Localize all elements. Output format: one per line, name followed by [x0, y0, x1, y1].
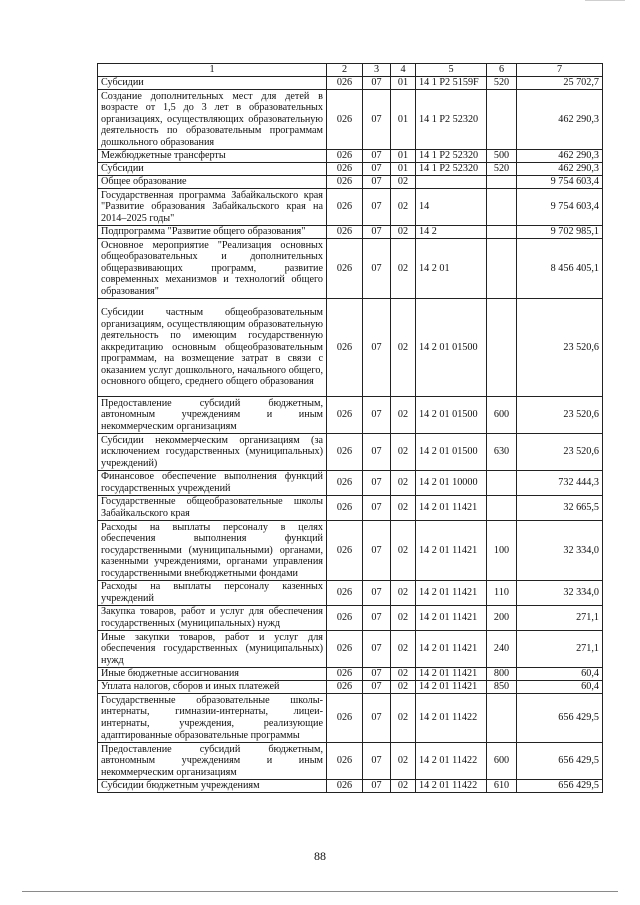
row-code-section: 07	[363, 694, 391, 743]
row-code-subsection: 02	[391, 581, 416, 606]
row-code-subsection: 02	[391, 780, 416, 793]
row-code-admin: 026	[327, 397, 363, 434]
row-code-expense-type: 500	[487, 150, 517, 163]
row-code-section: 07	[363, 471, 391, 496]
row-code-expense-type	[487, 496, 517, 521]
column-header: 7	[517, 64, 603, 77]
row-code-expense-type	[487, 226, 517, 239]
row-amount: 25 702,7	[517, 77, 603, 90]
row-code-target: 14 1 P2 5159F	[416, 77, 487, 90]
row-code-subsection: 01	[391, 77, 416, 90]
row-code-target	[416, 176, 487, 189]
row-code-target: 14 2 01 01500	[416, 397, 487, 434]
row-code-expense-type	[487, 299, 517, 397]
row-code-target: 14	[416, 189, 487, 226]
table-row	[98, 299, 603, 397]
row-code-subsection: 02	[391, 668, 416, 681]
row-code-admin: 026	[327, 521, 363, 581]
row-code-subsection: 02	[391, 299, 416, 397]
row-code-expense-type: 100	[487, 521, 517, 581]
row-code-expense-type: 200	[487, 606, 517, 631]
column-header: 6	[487, 64, 517, 77]
row-code-admin: 026	[327, 668, 363, 681]
table-row	[98, 434, 603, 471]
row-code-section: 07	[363, 397, 391, 434]
row-code-expense-type: 850	[487, 681, 517, 694]
table-row	[98, 521, 603, 581]
row-code-target: 14 2 01 11421	[416, 606, 487, 631]
row-code-subsection: 02	[391, 681, 416, 694]
row-code-target: 14 2 01 11421	[416, 681, 487, 694]
row-code-expense-type	[487, 471, 517, 496]
row-code-section: 07	[363, 299, 391, 397]
row-code-admin: 026	[327, 581, 363, 606]
table-row	[98, 150, 603, 163]
budget-table	[97, 63, 603, 793]
row-code-subsection: 02	[391, 189, 416, 226]
row-amount: 271,1	[517, 606, 603, 631]
row-code-target: 14 2 01 11422	[416, 694, 487, 743]
row-code-expense-type	[487, 694, 517, 743]
table-row	[98, 77, 603, 90]
row-name: Субсидии	[98, 163, 327, 176]
row-code-admin: 026	[327, 681, 363, 694]
table-row	[98, 226, 603, 239]
table-body	[98, 64, 603, 793]
row-code-subsection: 02	[391, 743, 416, 780]
row-code-subsection: 02	[391, 496, 416, 521]
row-code-subsection: 01	[391, 163, 416, 176]
row-code-expense-type: 110	[487, 581, 517, 606]
row-code-subsection: 01	[391, 90, 416, 150]
table-row	[98, 176, 603, 189]
row-code-admin: 026	[327, 226, 363, 239]
row-code-admin: 026	[327, 239, 363, 299]
row-code-admin: 026	[327, 163, 363, 176]
row-code-admin: 026	[327, 434, 363, 471]
row-amount: 23 520,6	[517, 397, 603, 434]
row-code-admin: 026	[327, 606, 363, 631]
row-amount: 656 429,5	[517, 694, 603, 743]
table-row	[98, 780, 603, 793]
row-code-section: 07	[363, 631, 391, 668]
row-amount: 656 429,5	[517, 743, 603, 780]
table-row	[98, 397, 603, 434]
row-name: Общее образование	[98, 176, 327, 189]
row-code-section: 07	[363, 434, 391, 471]
row-code-target: 14 2 01 11421	[416, 668, 487, 681]
row-code-target: 14 2 01 11422	[416, 743, 487, 780]
row-code-subsection: 01	[391, 150, 416, 163]
row-code-subsection: 02	[391, 631, 416, 668]
row-code-section: 07	[363, 581, 391, 606]
table-row	[98, 694, 603, 743]
row-code-expense-type: 600	[487, 397, 517, 434]
column-header: 3	[363, 64, 391, 77]
footer-rule	[22, 891, 618, 892]
scan-artifact	[585, 0, 625, 4]
row-code-expense-type: 600	[487, 743, 517, 780]
row-code-subsection: 02	[391, 606, 416, 631]
table-row	[98, 163, 603, 176]
row-code-expense-type	[487, 189, 517, 226]
row-name: Субсидии некоммерческим организациям (за исключением государственных (муниципальных) учреждений)	[98, 434, 327, 471]
row-amount: 9 754 603,4	[517, 189, 603, 226]
row-code-section: 07	[363, 668, 391, 681]
table-row	[98, 239, 603, 299]
row-code-section: 07	[363, 176, 391, 189]
row-code-expense-type	[487, 239, 517, 299]
table-row	[98, 471, 603, 496]
row-code-expense-type: 520	[487, 77, 517, 90]
row-code-admin: 026	[327, 471, 363, 496]
row-amount: 32 665,5	[517, 496, 603, 521]
row-code-expense-type: 520	[487, 163, 517, 176]
row-code-subsection: 02	[391, 471, 416, 496]
row-code-section: 07	[363, 780, 391, 793]
row-amount: 462 290,3	[517, 90, 603, 150]
row-code-expense-type: 610	[487, 780, 517, 793]
table-row	[98, 189, 603, 226]
row-code-expense-type: 630	[487, 434, 517, 471]
row-code-subsection: 02	[391, 176, 416, 189]
row-amount: 32 334,0	[517, 521, 603, 581]
table-row	[98, 606, 603, 631]
table-row	[98, 581, 603, 606]
row-amount: 23 520,6	[517, 299, 603, 397]
row-code-target: 14 2 01 11421	[416, 521, 487, 581]
row-code-target: 14 2	[416, 226, 487, 239]
row-code-section: 07	[363, 239, 391, 299]
page-number: 88	[314, 849, 326, 863]
row-code-target: 14 2 01	[416, 239, 487, 299]
row-amount: 656 429,5	[517, 780, 603, 793]
row-code-subsection: 02	[391, 239, 416, 299]
row-name: Расходы на выплаты персоналу казенных учреждений	[98, 581, 327, 606]
row-code-admin: 026	[327, 780, 363, 793]
row-code-expense-type: 240	[487, 631, 517, 668]
row-code-section: 07	[363, 150, 391, 163]
row-code-section: 07	[363, 189, 391, 226]
row-code-section: 07	[363, 163, 391, 176]
row-code-admin: 026	[327, 496, 363, 521]
row-code-admin: 026	[327, 299, 363, 397]
row-amount: 462 290,3	[517, 163, 603, 176]
table-row	[98, 681, 603, 694]
row-amount: 462 290,3	[517, 150, 603, 163]
row-code-section: 07	[363, 743, 391, 780]
row-amount: 60,4	[517, 681, 603, 694]
row-code-section: 07	[363, 606, 391, 631]
row-code-admin: 026	[327, 176, 363, 189]
row-code-section: 07	[363, 77, 391, 90]
row-code-target: 14 2 01 11422	[416, 780, 487, 793]
row-name: Субсидии бюджетным учреждениям	[98, 780, 327, 793]
row-name: Иные бюджетные ассигнования	[98, 668, 327, 681]
row-amount: 9 702 985,1	[517, 226, 603, 239]
table-header-row	[98, 64, 603, 77]
row-code-target: 14 1 P2 52320	[416, 90, 487, 150]
row-code-subsection: 02	[391, 521, 416, 581]
row-name: Субсидии частным общеобразовательным организациям, осуществляющим образовательную деятельность по имеющим государственную аккредитацию основным общеобразовательным программам, на возмещение затрат в связи с оказанием услуг дошкольного, начального общего, основного общего, среднего общего образования	[98, 299, 327, 397]
row-code-subsection: 02	[391, 226, 416, 239]
row-code-subsection: 02	[391, 434, 416, 471]
table-row	[98, 668, 603, 681]
row-name: Подпрограмма "Развитие общего образования"	[98, 226, 327, 239]
row-code-expense-type	[487, 90, 517, 150]
row-code-subsection: 02	[391, 397, 416, 434]
column-header: 1	[98, 64, 327, 77]
row-name: Государственные образовательные школы-интернаты, гимназии-интернаты, лицеи-интернаты, учреждения, реализующие адаптированные образовательные программы	[98, 694, 327, 743]
row-code-section: 07	[363, 521, 391, 581]
row-name: Уплата налогов, сборов и иных платежей	[98, 681, 327, 694]
row-code-admin: 026	[327, 77, 363, 90]
row-code-target: 14 2 01 10000	[416, 471, 487, 496]
table-row	[98, 631, 603, 668]
row-name: Расходы на выплаты персоналу в целях обеспечения выполнения функций государственными (муниципальными) органами, казенными учреждениями, органами управления государственными внебюджетными фондами	[98, 521, 327, 581]
column-header: 4	[391, 64, 416, 77]
table-row	[98, 496, 603, 521]
row-amount: 8 456 405,1	[517, 239, 603, 299]
row-code-section: 07	[363, 681, 391, 694]
row-name: Закупка товаров, работ и услуг для обеспечения государственных (муниципальных) нужд	[98, 606, 327, 631]
row-amount: 23 520,6	[517, 434, 603, 471]
row-name: Предоставление субсидий бюджетным, автономным учреждениям и иным некоммерческим организациям	[98, 743, 327, 780]
row-code-section: 07	[363, 226, 391, 239]
row-code-target: 14 2 01 01500	[416, 299, 487, 397]
row-amount: 9 754 603,4	[517, 176, 603, 189]
row-name: Создание дополнительных мест для детей в возрасте от 1,5 до 3 лет в образовательных организациях, осуществляющих образовательную деятельность по образовательным программам дошкольного образования	[98, 90, 327, 150]
row-name: Государственные общеобразовательные школы Забайкальского края	[98, 496, 327, 521]
row-code-target: 14 2 01 01500	[416, 434, 487, 471]
row-code-admin: 026	[327, 631, 363, 668]
table-row	[98, 90, 603, 150]
row-name: Предоставление субсидий бюджетным, автономным учреждениям и иным некоммерческим организациям	[98, 397, 327, 434]
row-code-admin: 026	[327, 743, 363, 780]
row-code-target: 14 1 P2 52320	[416, 163, 487, 176]
column-header: 2	[327, 64, 363, 77]
table-row	[98, 743, 603, 780]
row-name: Основное мероприятие "Реализация основных общеобразовательных и дополнительных общеразвивающих программ, развитие современных механизмов и технологий общего образования"	[98, 239, 327, 299]
row-name: Иные закупки товаров, работ и услуг для обеспечения государственных (муниципальных) нужд	[98, 631, 327, 668]
row-name: Субсидии	[98, 77, 327, 90]
column-header: 5	[416, 64, 487, 77]
row-code-target: 14 2 01 11421	[416, 631, 487, 668]
row-code-target: 14 2 01 11421	[416, 581, 487, 606]
row-amount: 32 334,0	[517, 581, 603, 606]
row-code-admin: 026	[327, 694, 363, 743]
row-code-section: 07	[363, 496, 391, 521]
row-code-expense-type	[487, 176, 517, 189]
row-name: Межбюджетные трансферты	[98, 150, 327, 163]
row-code-section: 07	[363, 90, 391, 150]
row-code-target: 14 2 01 11421	[416, 496, 487, 521]
row-amount: 732 444,3	[517, 471, 603, 496]
row-name: Финансовое обеспечение выполнения функций государственных учреждений	[98, 471, 327, 496]
row-code-admin: 026	[327, 150, 363, 163]
row-amount: 271,1	[517, 631, 603, 668]
row-code-subsection: 02	[391, 694, 416, 743]
row-code-target: 14 1 P2 52320	[416, 150, 487, 163]
row-amount: 60,4	[517, 668, 603, 681]
row-code-admin: 026	[327, 189, 363, 226]
row-code-admin: 026	[327, 90, 363, 150]
row-code-expense-type: 800	[487, 668, 517, 681]
row-name: Государственная программа Забайкальского края "Развитие образования Забайкальского края на 2014–2025 годы"	[98, 189, 327, 226]
